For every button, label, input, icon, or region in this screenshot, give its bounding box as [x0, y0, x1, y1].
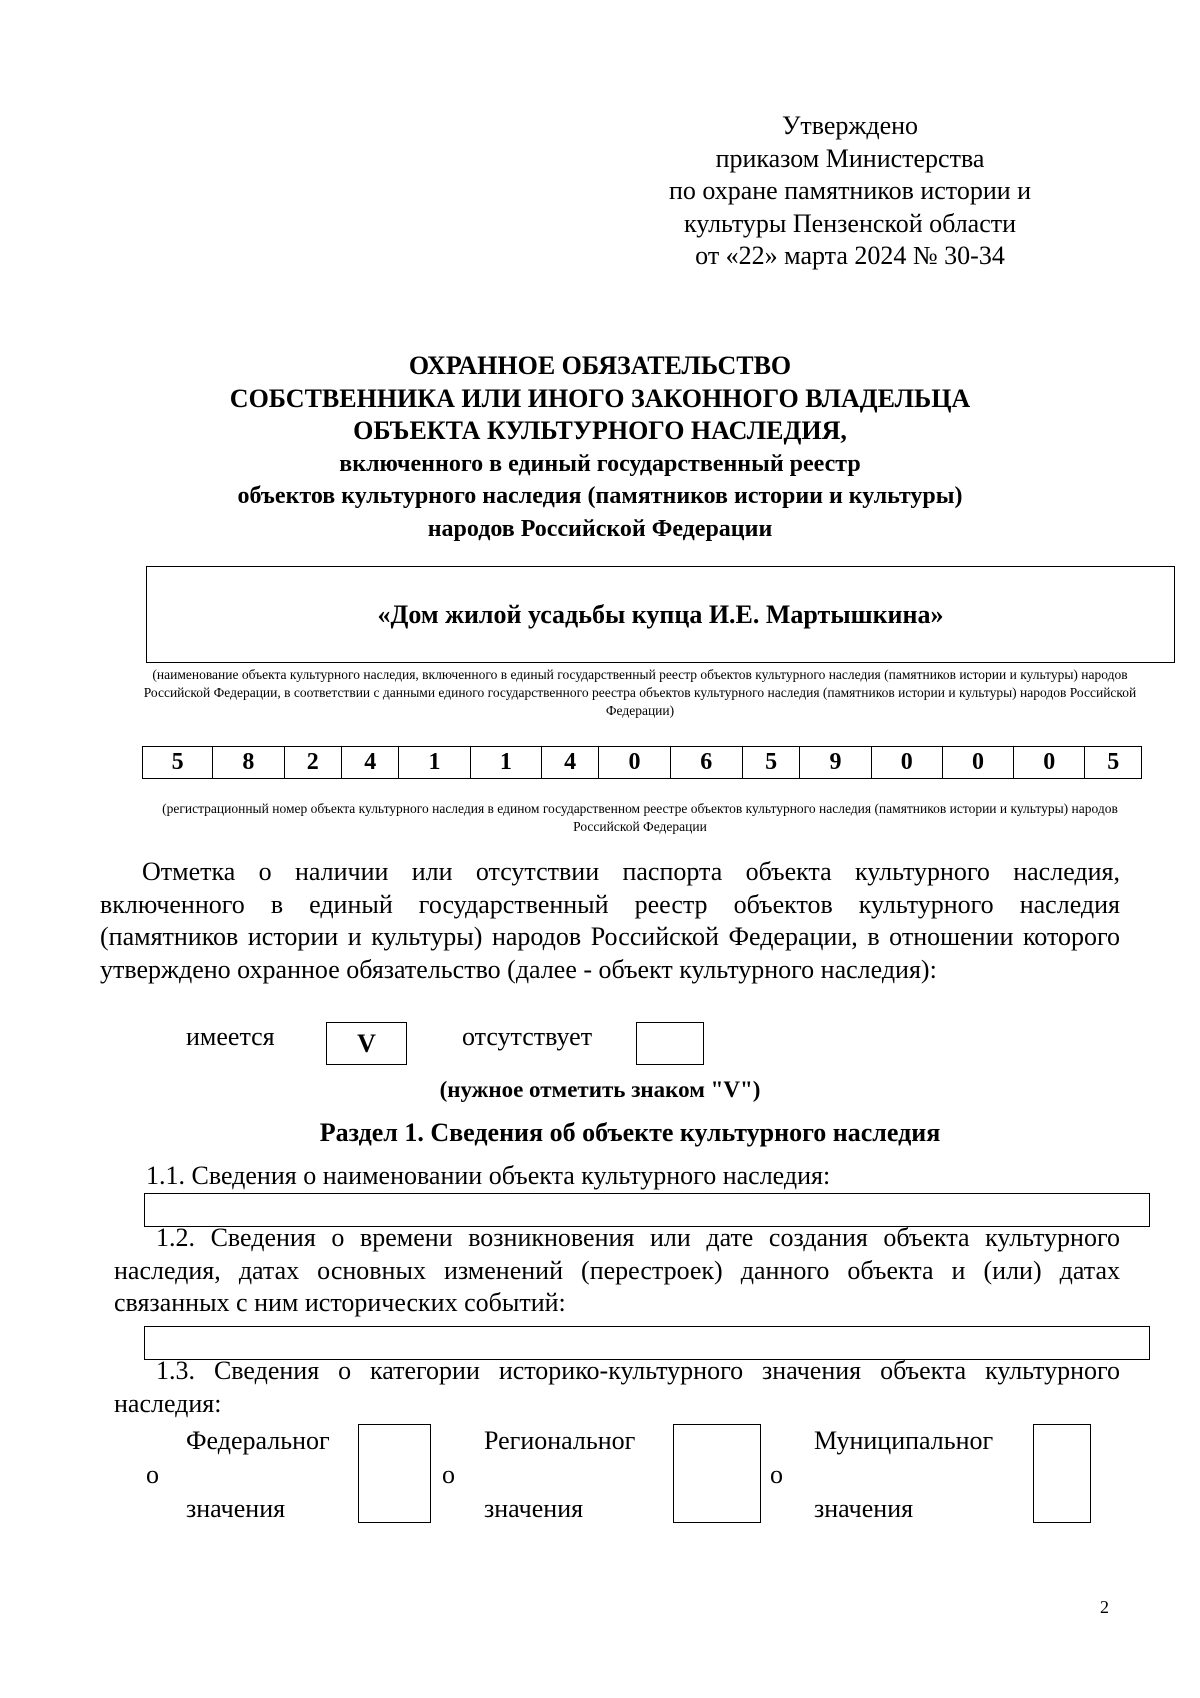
- passport-present-mark: V: [357, 1028, 376, 1058]
- approval-line: культуры Пензенской области: [683, 208, 1017, 238]
- reg-digit-cell[interactable]: 0: [599, 747, 670, 779]
- title-line: СОБСТВЕННИКА ИЛИ ИНОГО ЗАКОННОГО ВЛАДЕЛЬЦА: [229, 383, 971, 413]
- title-line: объектов культурного наследия (памятников истории и культуры): [237, 483, 963, 509]
- category-federal-label-suffix: о: [146, 1460, 159, 1489]
- reg-digit-cell[interactable]: 0: [942, 747, 1013, 779]
- title-line: народов Российской Федерации: [427, 515, 773, 542]
- registration-number-grid: [142, 746, 1142, 779]
- passport-absent-label: отсутствует: [462, 1022, 593, 1051]
- category-regional-label: Региональног: [484, 1426, 636, 1455]
- approval-line: Утверждено: [781, 111, 919, 140]
- reg-digit-cell[interactable]: 9: [800, 747, 871, 779]
- document-title: [140, 350, 1060, 545]
- passport-absent-checkbox[interactable]: [636, 1022, 704, 1065]
- section-heading: Раздел 1. Сведения об объекте культурного наследия: [319, 1118, 941, 1147]
- registration-number-caption: (регистрационный номер объекта культурного наследия в едином государственном реестре объектов культурного наследия (памятников истории и культуры) народов Российской Федерации: [162, 801, 1118, 834]
- reg-digit-cell[interactable]: 4: [341, 747, 398, 779]
- item-1-2-label: 1.2. Сведения о времени возникновения или дате создания объекта культурного наследия, датах основных изменений (перестроек) данного объекта и (или) датах связанных с ним исторических событий:: [114, 1223, 1120, 1317]
- passport-paragraph: Отметка о наличии или отсутствии паспорта объекта культурного наследия, включенного в единый государственный реестр объектов культурного наследия (памятников истории и культуры) народов Российской Федерации, в отношении которого утверждено охранное обязательство (далее - объект культурного наследия):: [100, 857, 1120, 984]
- reg-digit-cell[interactable]: 4: [541, 747, 598, 779]
- approval-line: по охране памятников истории и: [668, 176, 1032, 205]
- reg-digit-cell[interactable]: 0: [1014, 747, 1085, 779]
- item-1-1-label: 1.1. Сведения о наименовании объекта культурного наследия:: [146, 1161, 831, 1190]
- object-name-field[interactable]: [146, 566, 1175, 663]
- object-name-caption: (наименование объекта культурного наследия, включенного в единый государственный реестр объектов культурного наследия (памятников истории и культуры) народов Российской Федерации, в соответствии с данными единого государственного реестра объектов культурного наследия (памятников истории и культуры) народов Российской Федерации): [143, 667, 1137, 718]
- reg-digit-cell[interactable]: 5: [742, 747, 799, 779]
- approval-stamp: [600, 110, 1100, 273]
- reg-digit-cell[interactable]: 0: [871, 747, 942, 779]
- category-federal-checkbox[interactable]: [358, 1424, 431, 1523]
- category-regional-checkbox[interactable]: [673, 1424, 761, 1523]
- passport-present-checkbox[interactable]: [326, 1022, 407, 1065]
- category-federal-label: Федеральног: [186, 1426, 330, 1455]
- category-municipal-label: Муниципальног: [814, 1426, 994, 1455]
- reg-digit-cell[interactable]: 2: [284, 747, 341, 779]
- passport-hint: (нужное отметить знаком "V"): [439, 1077, 761, 1102]
- title-line: ОБЪЕКТА КУЛЬТУРНОГО НАСЛЕДИЯ,: [353, 416, 847, 445]
- category-federal-label-2: значения: [186, 1494, 286, 1523]
- item-1-3-label: 1.3. Сведения о категории историко-культурного значения объекта культурного наследия:: [114, 1356, 1120, 1418]
- category-regional-label-suffix: о: [442, 1460, 455, 1489]
- category-municipal-label-suffix: о: [770, 1460, 783, 1489]
- passport-present-label: имеется: [186, 1022, 275, 1051]
- title-line: включенного в единый государственный реестр: [339, 450, 861, 477]
- object-name-value: «Дом жилой усадьбы купца И.Е. Мартышкина»: [377, 599, 944, 629]
- reg-digit-cell[interactable]: 1: [470, 747, 541, 779]
- category-regional-label-2: значения: [484, 1494, 584, 1523]
- category-municipal-label-2: значения: [814, 1494, 914, 1523]
- reg-digit-cell[interactable]: 1: [399, 747, 470, 779]
- reg-digit-cell[interactable]: 8: [213, 747, 284, 779]
- title-line: ОХРАННОЕ ОБЯЗАТЕЛЬСТВО: [408, 351, 792, 380]
- reg-digit-cell[interactable]: 5: [1085, 747, 1142, 779]
- approval-line: от «22» марта 2024 № 30-34: [695, 241, 1005, 270]
- category-municipal-checkbox[interactable]: [1033, 1424, 1091, 1523]
- reg-digit-cell[interactable]: 6: [670, 747, 742, 779]
- approval-line: приказом Министерства: [715, 143, 985, 173]
- reg-digit-cell[interactable]: 5: [143, 747, 213, 779]
- page-number: 2: [1100, 1597, 1109, 1617]
